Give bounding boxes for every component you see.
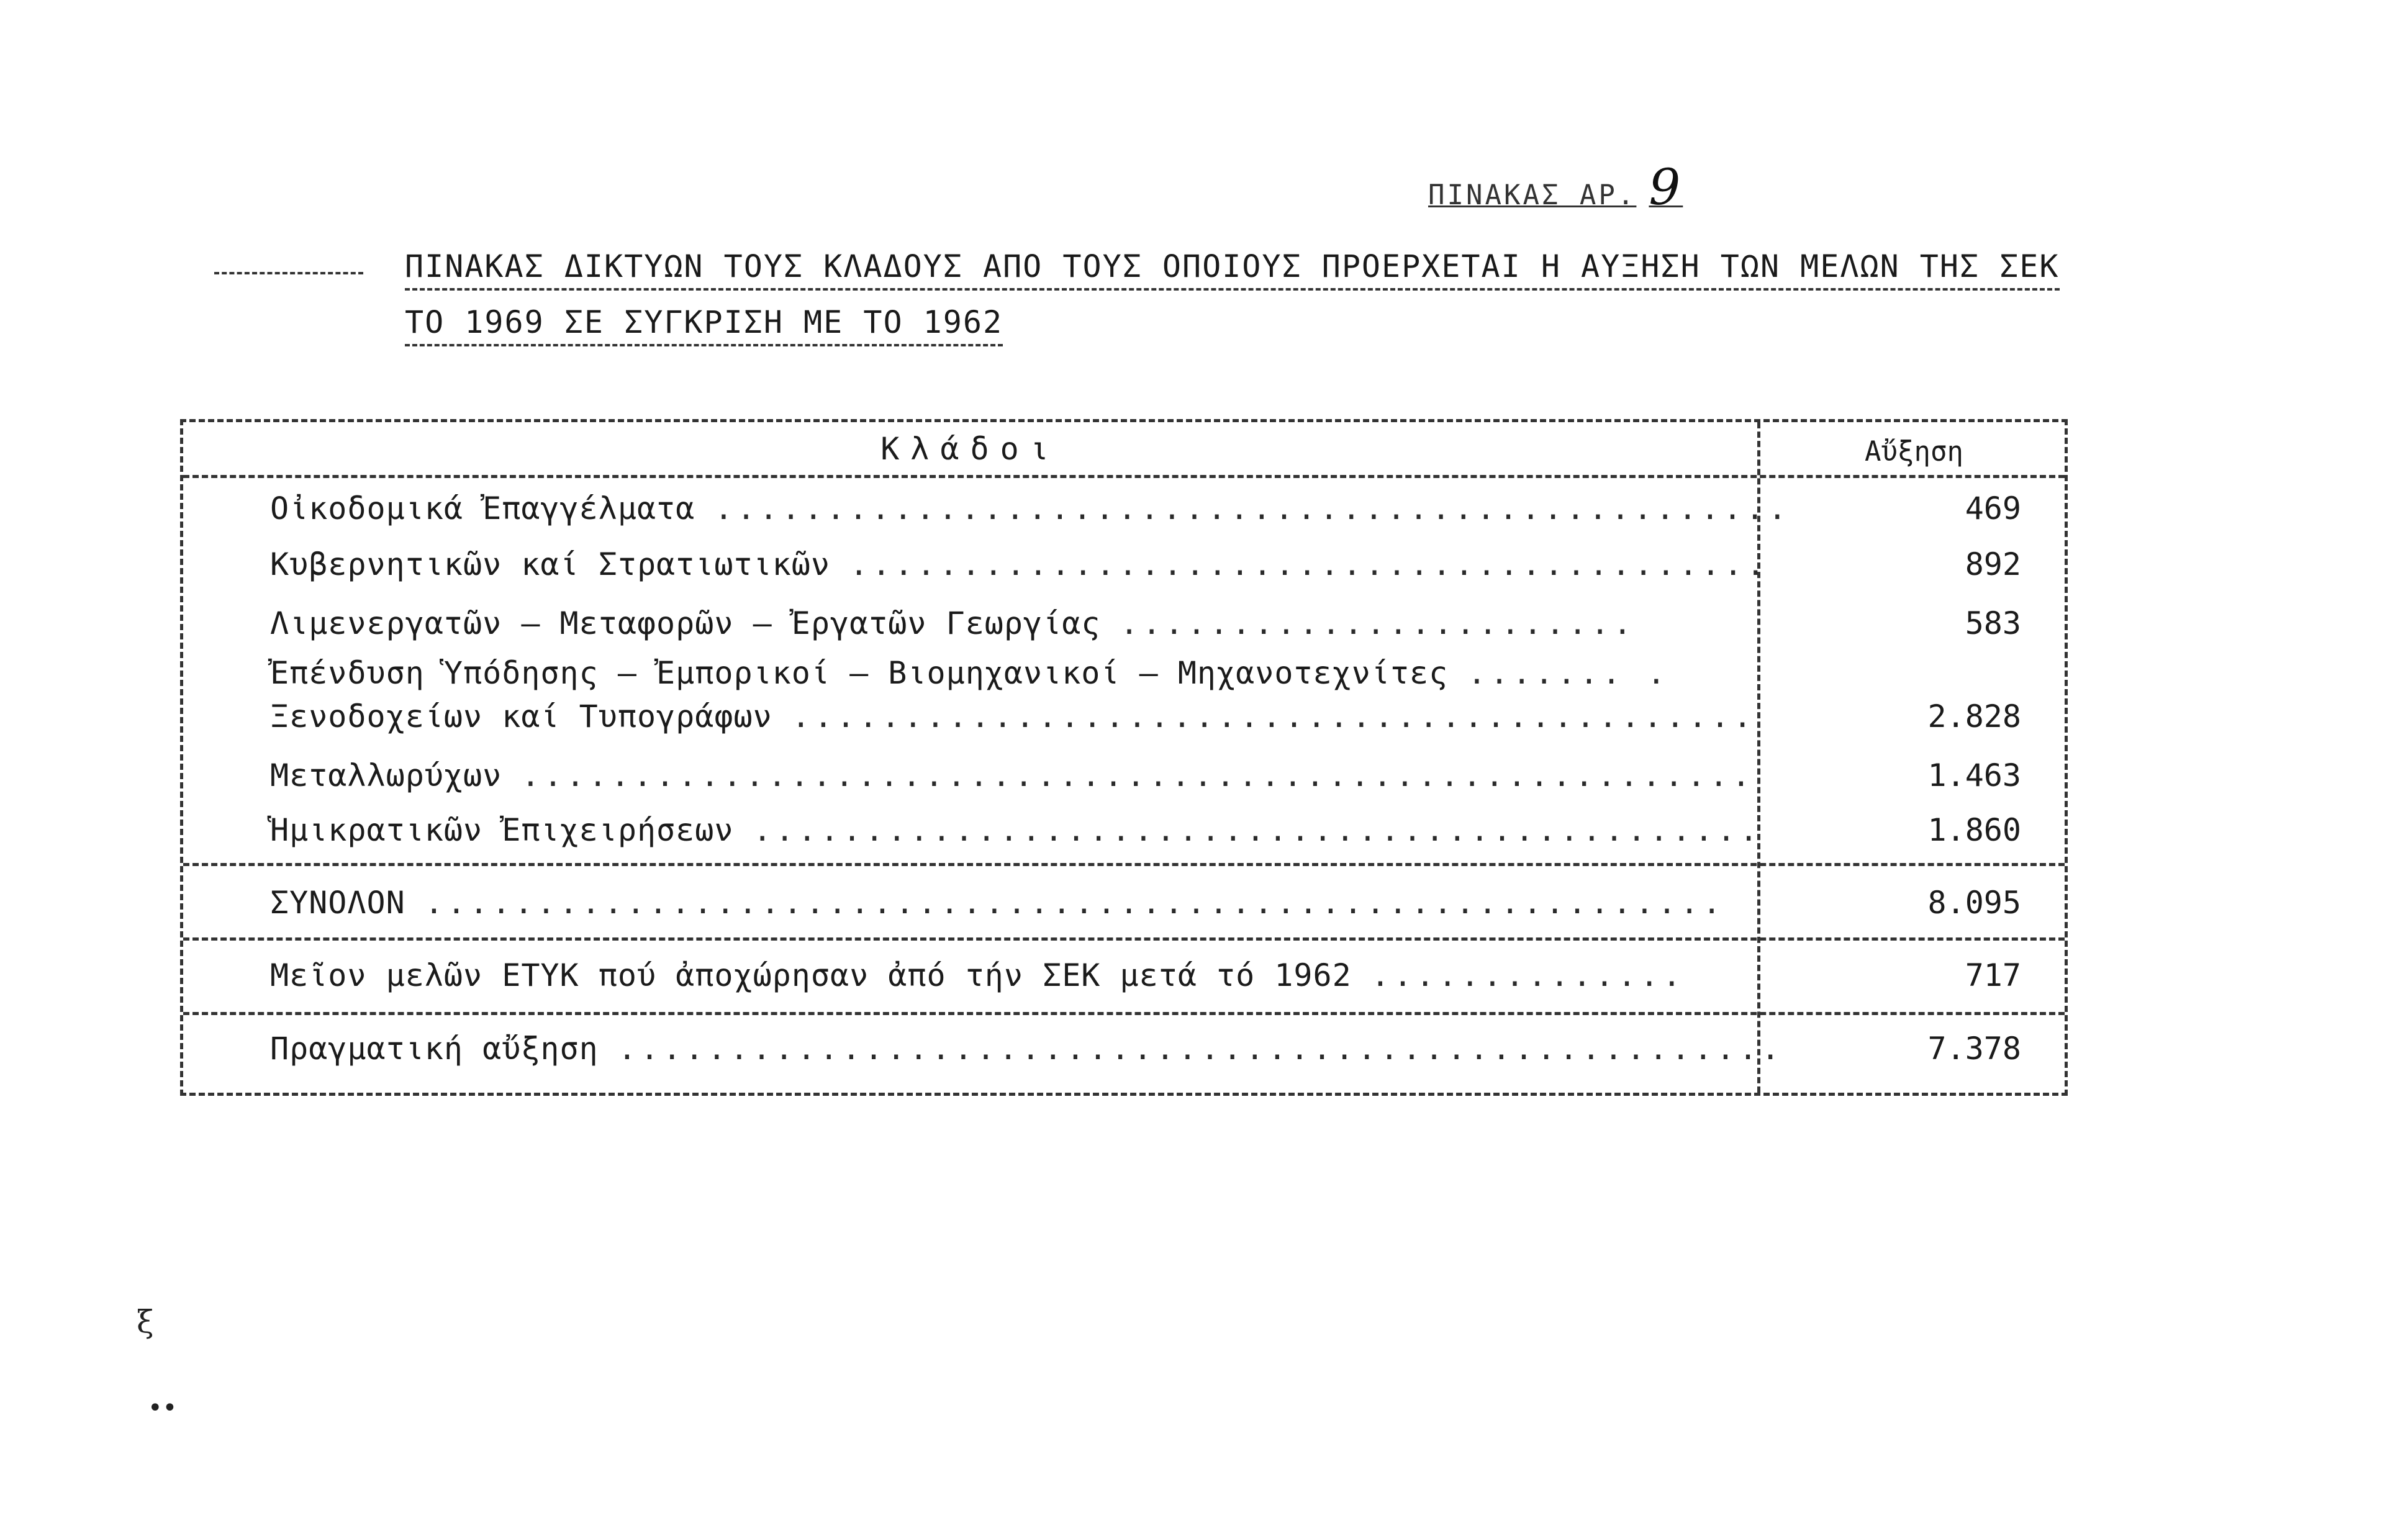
header-increase: Αὔξηση xyxy=(1865,436,1963,467)
document-title-line-2: ΤΟ 1969 ΣΕ ΣΥΓΚΡΙΣΗ ΜΕ ΤΟ 1962 xyxy=(405,304,1003,346)
row-value: 1.463 xyxy=(1927,757,2021,793)
table-row-label xyxy=(270,605,1636,641)
leader-dots: ........................................... xyxy=(791,698,1756,734)
leader-dots: ....................... xyxy=(1120,605,1636,641)
margin-dots: •• xyxy=(148,1394,178,1422)
table-number-value: 9 xyxy=(1649,158,1683,216)
real-increase-label xyxy=(270,1031,1783,1067)
less-divider-bottom xyxy=(183,1012,2065,1015)
row-label-text: Μεταλλωρύχων xyxy=(270,757,502,793)
header-category: Κλάδοι xyxy=(880,431,1060,467)
row-label-text: Λιμενεργατῶν – Μεταφορῶν – Ἐργατῶν Γεωργίας xyxy=(270,605,1101,641)
row-label-text: Ξενοδοχείων καί Τυπογράφων xyxy=(270,698,772,734)
leader-dots: ......................................... xyxy=(849,546,1769,582)
total-row-label xyxy=(270,885,1725,921)
leader-dots: ....... . xyxy=(1467,655,1670,691)
table-row-label xyxy=(270,655,1669,691)
leader-dots: .............. xyxy=(1370,957,1685,993)
row-label-text: Ἡμικρατικῶν Ἐπιχειρήσεων xyxy=(270,812,734,848)
row-label-text: Κυβερνητικῶν καί Στρατιωτικῶν xyxy=(270,546,830,582)
total-value: 8.095 xyxy=(1927,885,2021,921)
table-row-label xyxy=(270,757,1754,793)
less-row-label xyxy=(270,957,1685,993)
document-title-line-1: ΠΙΝΑΚΑΣ ΔΙΚΤΥΩΝ ΤΟΥΣ ΚΛΑΔΟΥΣ ΑΠΟ ΤΟΥΣ ΟΠΟΙΟΥΣ ΠΡΟΕΡΧΕΤΑΙ Η ΑΥΞΗΣΗ ΤΩΝ ΜΕΛΩΝ ΤΗΣ ΣΕΚ xyxy=(405,248,2060,291)
leader-dots: .................................................... xyxy=(617,1031,1784,1067)
less-value: 717 xyxy=(1965,957,2021,993)
real-increase-value: 7.378 xyxy=(1927,1031,2021,1067)
leader-dots: ....................................................... xyxy=(521,757,1754,793)
table-row-label xyxy=(270,490,1790,526)
row-label-text: Ἐπένδυση Ὑπόδησης – Ἐμπορικοί – Βιομηχανικοί – Μηχανοτεχνίτες xyxy=(270,655,1449,691)
leader-dots: .......................................................... xyxy=(424,885,1725,921)
table-row-label xyxy=(270,698,1755,734)
table-row-label xyxy=(270,546,1768,582)
leader-dots: ................................................ xyxy=(714,490,1791,526)
increase-table xyxy=(180,419,2068,1096)
title-lead-dash xyxy=(214,272,363,274)
header-divider xyxy=(183,475,2065,478)
less-label-text: Μεῖον μελῶν ΕΤΥΚ πού ἀποχώρησαν ἀπό τήν ΣΕΚ μετά τό 1962 xyxy=(270,957,1352,993)
total-divider-bottom xyxy=(183,937,2065,941)
real-increase-label-text: Πραγματική αὔξηση xyxy=(270,1031,599,1067)
table-row-label xyxy=(270,812,1762,848)
table-number-label: ΠΙΝΑΚΑΣ ΑΡ. xyxy=(1428,179,1637,211)
leader-dots: ............................................. xyxy=(753,812,1762,848)
row-value: 2.828 xyxy=(1927,698,2021,734)
total-divider-top xyxy=(183,863,2065,866)
row-value: 1.860 xyxy=(1927,812,2021,848)
row-value: 583 xyxy=(1965,605,2021,641)
table-number xyxy=(1428,158,1683,216)
row-value: 892 xyxy=(1965,546,2021,582)
row-label-text: Οἰκοδομικά Ἐπαγγέλματα xyxy=(270,490,695,526)
total-label-text: ΣΥΝΟΛΟΝ xyxy=(270,885,405,921)
row-value: 469 xyxy=(1965,490,2021,526)
margin-mark: ξ xyxy=(137,1304,154,1340)
